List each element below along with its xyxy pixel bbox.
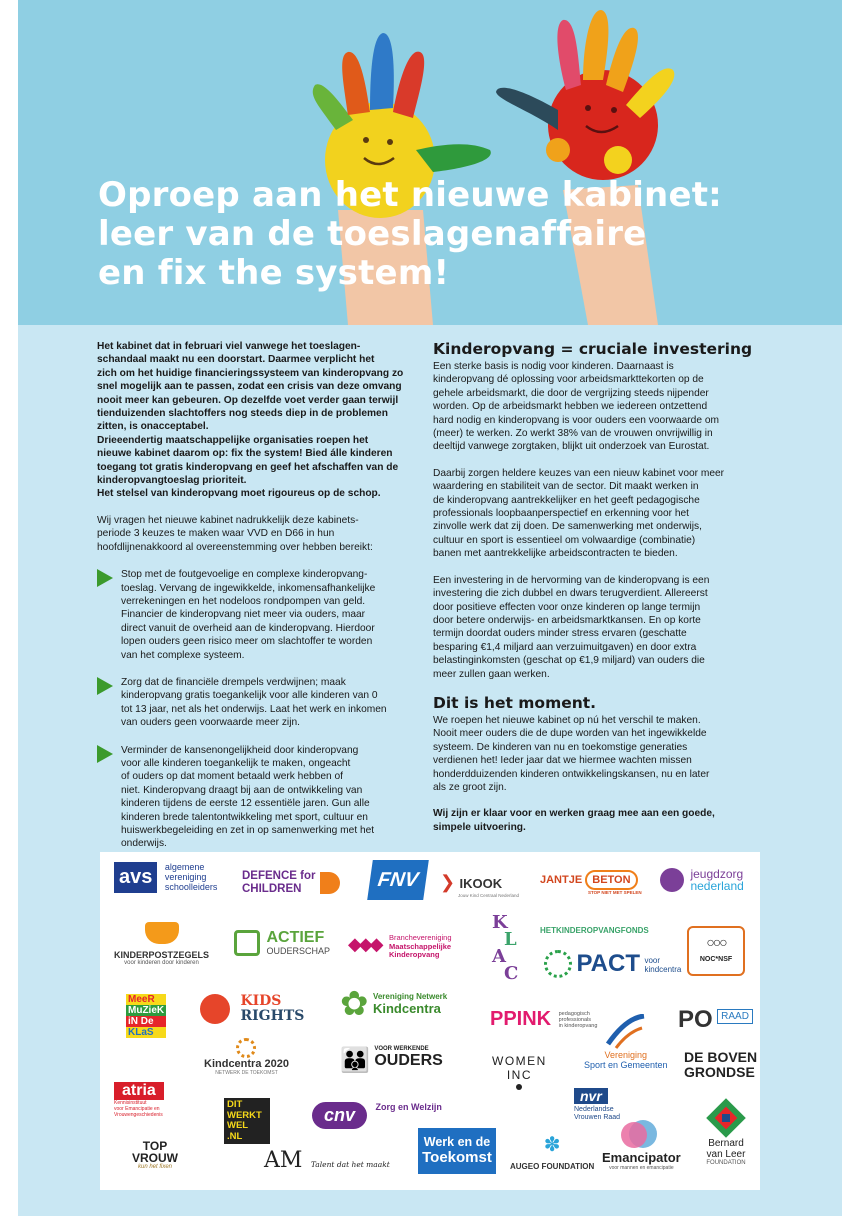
logo-text: Kennisinstituut: [114, 1100, 147, 1106]
logo-text: KLaS: [126, 1027, 166, 1038]
logo-text: Zorg en Welzijn: [375, 1102, 442, 1112]
text-line: door positieve effecten voor onze kinderen op lange termijn: [433, 601, 701, 613]
page: [18, 0, 842, 1216]
text-line: kinderopvangtoeslag prioriteit.: [97, 475, 247, 487]
fnv-logo: FNV: [367, 860, 429, 900]
text-line: systeem. De kinderen van nu en toekomstige generaties: [433, 741, 688, 753]
olympic-rings-icon: ○○○: [706, 934, 726, 950]
kidsrights-mark-icon: [200, 994, 230, 1024]
clover-icon: ✿: [340, 985, 369, 1023]
actief-ouderschap-logo: [234, 930, 330, 956]
logo-text: TOP: [142, 1139, 168, 1153]
headline-line: Oproep aan het nieuwe kabinet:: [98, 175, 722, 215]
logo-text: NETWERK DE TOEKOMST: [215, 1070, 278, 1076]
logo-text: OUDERSCHAP: [266, 946, 330, 956]
logo-text: Toekomst: [422, 1149, 492, 1166]
text-line: de kinderopvang aantrekkelijker en het geeft pedagogische: [433, 494, 700, 506]
text-line: waardering en stabiliteit van de sector. Dit maakt werken in: [433, 481, 699, 493]
text-line: cultuur en sport is essentieel om volwaardige (combinatie): [433, 534, 696, 546]
text-line: besparing €1,4 miljard aan verzuimuitgaven) en door extra: [433, 641, 697, 653]
logo-text: C: [504, 963, 519, 984]
logo-text: L: [504, 929, 517, 950]
text-line: Wij zijn er klaar voor en werken graag mee aan een goede,: [433, 808, 715, 820]
text-line: Verminder de kansenongelijkheid door kinderopvang: [121, 744, 359, 756]
logo-text: voor mannen en emancipatie: [609, 1165, 674, 1171]
logo-text: FOUNDATION: [706, 1160, 746, 1166]
kinderopvangfonds-logo: HETKINDEROPVANGFONDS: [540, 926, 649, 935]
dot-icon: [516, 1084, 522, 1090]
ikook-mark-icon: ❯: [440, 872, 456, 892]
logo-text: kindcentra: [644, 965, 682, 974]
meer-muziek-in-de-klas-logo: [126, 994, 166, 1038]
logo-text: voor: [644, 956, 661, 965]
women-inc-logo: [492, 1054, 547, 1090]
text-line: schandaal maakt nu een doorstart. Daarmee verplicht het: [97, 354, 375, 366]
text-line: verdienen het! Ieder jaar dat we hiermee wachten missen: [433, 755, 692, 767]
text-line: huiswerkbegeleiding en zet in op samenwerking met het: [121, 825, 375, 836]
po-raad-logo: [678, 1006, 753, 1034]
kindcentra-2020-mark-icon: [236, 1038, 256, 1058]
text-line: Een investering in de hervorming van de kinderopvang is een: [433, 574, 710, 586]
logo-text: KIDS: [240, 993, 282, 1009]
logo-text: DE BOVEN: [684, 1049, 758, 1065]
logo-text: Vrouwen Raad: [574, 1114, 621, 1121]
jantje-beton-logo: [540, 870, 642, 895]
logo-text: algemene: [164, 862, 205, 872]
logo-text: schoolleiders: [164, 882, 218, 892]
children-icon: ✽: [543, 1134, 561, 1156]
text-line: onderwijs.: [121, 838, 167, 850]
text-line: tienduizenden slachtoffers nog steeds diep in de problemen: [97, 408, 388, 420]
text-line: Stop met de foutgevoelige en complexe kinderopvang-: [121, 569, 368, 581]
text-line: snel mogelijk aan te passen, zodat een crisis van deze omvang: [97, 381, 402, 393]
logo-text: AM: [264, 1148, 303, 1173]
text-line: voor alle kinderen toegankelijk te maken, ongeacht: [121, 757, 351, 769]
logo-text: PO: [678, 1006, 713, 1033]
text-line: zitten, is onacceptabel.: [97, 421, 209, 433]
logo-text: KINDERPOSTZEGELS: [114, 950, 210, 960]
callout-paragraph: [97, 514, 419, 554]
pact-logo: [544, 950, 681, 978]
demand-point-2: [97, 676, 419, 730]
avs-logo: [114, 862, 217, 893]
actief-mark-icon: [234, 930, 260, 956]
logo-text: pedagogisch: [558, 1011, 590, 1017]
bmk-mark-icon: ◆◆◆: [348, 934, 381, 954]
text-line: nooit meer kan gebeuren. Op dezelfde voet verder gaan terwijl: [97, 394, 399, 406]
logo-text: .NL: [227, 1130, 243, 1142]
augeo-foundation-logo: [510, 1134, 594, 1171]
avs-mark: avs: [114, 862, 157, 893]
ikook-logo: [440, 872, 519, 898]
text-line: kinderen brede talentontwikkeling met sport, cultuur en: [121, 811, 368, 823]
paragraph: [433, 360, 785, 454]
logo-text: Bernard: [708, 1138, 744, 1149]
bvl-mark-icon: [706, 1098, 746, 1138]
text-line: hard nodig en kinderopvang is voor ouders een voorwaarde om: [433, 414, 719, 426]
text-line: worden. Op de arbeidsmarkt hebben we iedereen ontzettend: [433, 401, 708, 413]
text-line: toegang tot gratis kinderopvang en geef het afschaffen van de: [97, 461, 399, 473]
cnv-zorg-en-welzijn-logo: [312, 1102, 442, 1129]
text-line: Financier de kinderopvang niet meer via ouders, maar: [121, 609, 366, 621]
logo-text: iN De: [126, 1016, 166, 1027]
logo-text: A: [492, 946, 506, 967]
logo-text: Jouw Kind Centraal Nederland: [458, 893, 520, 898]
dfc-mark-icon: [320, 872, 340, 894]
text-line: kinderopvang gratis toegankelijk voor alle kinderen van 0: [121, 690, 378, 702]
jeugdzorg-nederland-logo: [660, 868, 744, 895]
noc-nsf-logo: [687, 926, 745, 976]
arrow-icon: [97, 569, 113, 587]
text-line: periode 3 keuzes te maken waar VVD en D66 in hun: [97, 528, 335, 540]
jeugdzorg-mark-icon: [660, 868, 684, 892]
logo-text: kun het fixen: [137, 1164, 173, 1170]
logo-text: Branchevereniging: [388, 933, 452, 942]
de-boven-grondse-logo: [684, 1050, 757, 1080]
text-line: (meer) te werken. Zo werkt 38% van de vrouwen onvrijwillig in: [433, 428, 713, 440]
logo-text: OUDERS: [374, 1052, 443, 1069]
section-title-moment: Dit is het moment.: [433, 693, 597, 712]
text-line: door betere onderwijs- en arbeidsmarktkansen. En op korte: [433, 614, 701, 626]
text-line: van het complexe systeem.: [121, 649, 245, 661]
logo-text: Kinderopvang: [388, 950, 440, 959]
logo-text: K: [492, 912, 508, 933]
vereniging-sport-en-gemeenten-logo: [584, 1014, 668, 1070]
dit-werkt-wel-logo: [224, 1098, 270, 1144]
arrow-icon: [97, 677, 113, 695]
text-line: simpele uitvoering.: [433, 821, 526, 833]
hero-banner: [18, 0, 842, 325]
text-line: Daarbij zorgen heldere keuzes van een nieuw kabinet voor meer: [433, 467, 725, 479]
text-line: of ouders op dat moment betaald werk hebben of: [121, 771, 344, 783]
intro-paragraph: [97, 340, 419, 501]
demand-point-3: [97, 744, 419, 851]
arrow-icon: [97, 745, 113, 763]
logo-text: nvr: [574, 1088, 608, 1104]
text-line: belastinginkomsten (geschat op €1,9 miljard) van ouders die: [433, 655, 705, 667]
text-line: Een sterke basis is nodig voor kinderen. Daarnaast is: [433, 361, 674, 372]
logo-text: Vrouwengeschiedenis: [114, 1112, 163, 1118]
klac-logo: [492, 914, 518, 982]
paragraph: [433, 714, 785, 794]
vereniging-netwerk-kindcentra-logo: [340, 986, 447, 1022]
text-line: Zorg dat de financiële drempels verdwijnen; maak: [121, 676, 346, 688]
emancipator-mark-icon: [621, 1120, 661, 1150]
text-line: professionals loopbaanperspectief en erkenning voor het: [433, 508, 689, 520]
logo-text: vereniging: [164, 872, 207, 882]
ppink-logo: [490, 1008, 597, 1031]
logo-text: VOOR WERKENDE: [374, 1046, 429, 1052]
logo-text: STOP NIET MET SPELEN: [588, 890, 642, 895]
text-line: Drieeendertig maatschappelijke organisaties roepen het: [97, 434, 369, 446]
text-line: kinderen tijdens de eerste 12 essentiële jaren. Gun alle: [121, 798, 370, 810]
logo-text: RIGHTS: [240, 1008, 305, 1024]
kindcentra-2020-logo: [204, 1038, 289, 1076]
text-line: meer zullen gaan werken.: [433, 668, 550, 680]
emancipator-logo: [602, 1120, 681, 1171]
logo-text: Sport en Gemeenten: [584, 1060, 668, 1070]
bernard-van-leer-foundation-logo: [706, 1098, 746, 1166]
left-column: [97, 340, 419, 851]
paragraph: [433, 467, 785, 561]
text-line: toeslag. Vervang de ingewikkelde, inkomensafhankelijke: [121, 582, 376, 594]
text-line: banen met aantrekkelijke arbeidscontracten te bieden.: [433, 548, 678, 560]
text-line: Het kabinet dat in februari viel vanwege het toeslagen-: [97, 341, 361, 352]
text-line: investering die zich dubbel en dwars terugverdient. Allereerst: [433, 588, 708, 600]
logo-text: voor kinderen door kinderen: [124, 960, 199, 966]
pact-mark-icon: [544, 950, 572, 978]
logo-text: Talent dat het maakt: [310, 1160, 390, 1169]
text-line: deeltijd vanwege zorgtaken, blijkt uit onderzoek van Eurostat.: [433, 441, 710, 453]
headline-line: en fix the system!: [98, 253, 450, 293]
text-line: van ouders geen voorwaarde meer zijn.: [121, 717, 300, 729]
logo-text: cnv: [312, 1102, 367, 1129]
logo-text: atria: [114, 1082, 164, 1100]
text-line: tot 13 jaar, net als het onderwijs. Laat het werk en inkomen: [121, 703, 387, 715]
logo-text: Vereniging: [604, 1050, 648, 1060]
logo-text: Kindcentra: [372, 1001, 441, 1016]
section-title-investment: Kinderopvang = cruciale investering: [433, 340, 753, 358]
text-line: zich om het huidige financieringssysteem van kinderopvang zo: [97, 367, 404, 379]
logo-text: INC: [506, 1068, 532, 1082]
text-line: Nooit meer ouders die de dupe worden van het ingewikkelde: [433, 728, 707, 740]
logo-text: DIT: [227, 1099, 243, 1110]
logo-text: jeugdzorg: [690, 867, 744, 881]
text-line: hoofdlijnenakkoord al overeenstemming over hebben bereikt:: [97, 541, 373, 553]
text-line: gehele arbeidsmarkt, die door de vergrijzing steeds nijpender: [433, 387, 709, 399]
kinderpostzegels-mark-icon: [145, 922, 179, 944]
text-line: kinderopvang dé oplossing voor arbeidsmarkttekorten op de: [433, 374, 704, 386]
headline-line: leer van de toeslagenaffaire: [98, 214, 647, 254]
logo-text: RAAD: [717, 1009, 753, 1024]
runner-icon: [606, 1014, 646, 1050]
kidsrights-logo: [200, 994, 304, 1024]
logo-text: voor Emancipatie en: [114, 1106, 160, 1112]
closing-paragraph: [433, 807, 785, 834]
kinderpostzegels-logo: [114, 922, 209, 966]
logo-text: GRONDSE: [684, 1064, 755, 1080]
text-line: termijn doordat ouders minder stress ervaren (geschatte: [433, 628, 687, 640]
logo-text: Vereniging Netwerk: [372, 992, 448, 1001]
logo-text: BETON: [585, 870, 637, 890]
text-line: direct vanuit de overheid aan de kinderopvang. Hierdoor: [121, 622, 375, 634]
text-line: nieuwe kabinet daarom op: fix the system! Bied álle kinderen: [97, 448, 393, 460]
logo-text: Werk en de: [423, 1135, 491, 1149]
logo-text: AUGEO FOUNDATION: [510, 1162, 595, 1171]
defence-for-children-logo: [242, 870, 315, 896]
atria-logo: [114, 1082, 164, 1118]
logo-text: MeeR: [126, 994, 166, 1005]
headline: [98, 176, 818, 293]
text-line: honderdduizenden kinderen ontwikkelingskansen, nu en later: [433, 768, 710, 780]
logo-text: Nederlandse: [574, 1106, 614, 1113]
text-line: Wij vragen het nieuwe kabinet nadrukkelijk deze kabinets-: [97, 514, 359, 526]
logo-text: DEFENCE for: [242, 870, 316, 882]
werk-en-de-toekomst-logo: [418, 1128, 496, 1174]
right-column: [433, 340, 785, 847]
voor-werkende-ouders-logo: [340, 1046, 443, 1075]
logo-text: PPINK: [490, 1008, 552, 1030]
logo-text: ACTIEF: [266, 929, 325, 946]
logo-text: nederland: [690, 879, 744, 893]
family-silhouette-icon: 👪: [340, 1047, 366, 1074]
logo-text: Kindcentra 2020: [204, 1058, 289, 1070]
logo-text: professionals: [558, 1017, 591, 1023]
paragraph: [433, 574, 785, 681]
partner-logos-panel: [100, 852, 760, 1190]
logo-text: IKOOK: [459, 876, 503, 891]
text-line: verrekeningen en het nodeloos rondpompen van geld.: [121, 595, 366, 607]
logo-text: PACT: [576, 950, 641, 977]
logo-text: Emancipator: [602, 1150, 681, 1165]
logo-text: JANTJE: [540, 874, 583, 886]
text-line: niet. Kinderopvang draagt bij aan de ontwikkeling van: [121, 784, 363, 796]
logo-text: VROUW: [132, 1151, 178, 1165]
text-line: lopen ouders geen risico meer om slachtoffer te worden: [121, 636, 373, 648]
demand-point-1: [97, 568, 419, 662]
logo-text: NOC*NSF: [699, 956, 733, 963]
am-logo: [264, 1148, 390, 1173]
text-line: Het stelsel van kinderopvang moet rigoureus op de schop.: [97, 488, 381, 500]
bmk-logo: [348, 934, 452, 960]
logo-text: MuZieK: [128, 1005, 165, 1016]
text-line: zinvolle werk dat zij doen. De samenwerking met onderwijs,: [433, 521, 702, 533]
logo-text: Maatschappelijke: [388, 941, 452, 951]
top-vrouw-logo: [132, 1140, 178, 1170]
logo-text: WOMEN: [492, 1054, 547, 1068]
logo-text: van Leer: [706, 1149, 746, 1160]
text-line: We roepen het nieuwe kabinet op nú het verschil te maken.: [433, 714, 701, 726]
text-line: als ze groot zijn.: [433, 781, 507, 793]
logo-text: WERKT: [227, 1109, 262, 1121]
nederlandse-vrouwen-raad-logo: [574, 1088, 620, 1122]
logo-text: in kinderopvang: [558, 1023, 598, 1029]
logo-text: CHILDREN: [242, 883, 302, 895]
logo-text: WEL: [227, 1120, 249, 1131]
